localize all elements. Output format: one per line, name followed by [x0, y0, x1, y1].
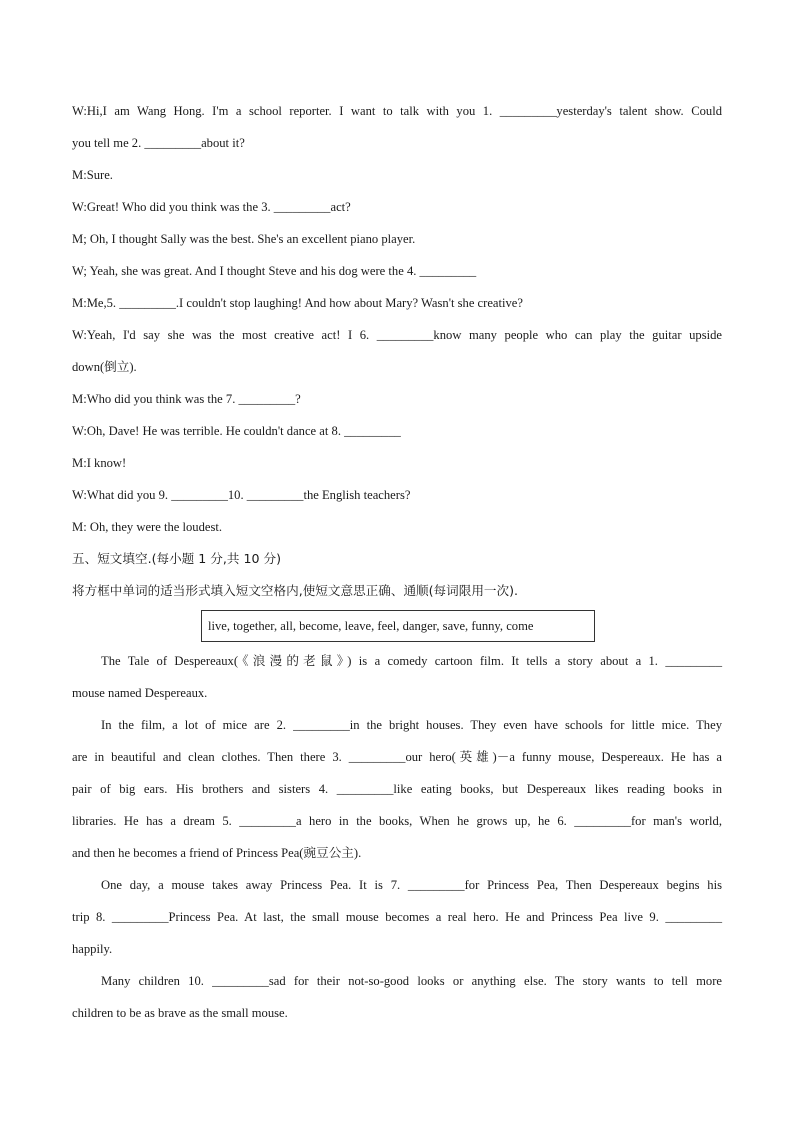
dialogue-line: W:Great! Who did you think was the 3. _________act?	[72, 200, 351, 214]
section-heading: 五、短文填空.(每小题 1 分,共 10 分)	[72, 551, 282, 566]
dialogue-line: W; Yeah, she was great. And I thought Steve and his dog were the 4. _________	[72, 264, 477, 278]
section-instruction: 将方框中单词的适当形式填入短文空格内,使短文意思正确、通顺(每词限用一次).	[72, 583, 519, 598]
word-box: live, together, all, become, leave, feel, danger, save, funny, come	[201, 610, 595, 642]
dialogue-line: M:I know!	[72, 456, 127, 470]
dialogue-line: M:Who did you think was the 7. _________?	[72, 392, 301, 406]
word-box-container	[72, 607, 722, 645]
dialogue-line: W:Yeah, I'd say she was the most creative act! I 6. _________know many people who can play the guitar upside	[72, 328, 722, 342]
passage-line: and then he becomes a friend of Princess Pea(豌豆公主).	[72, 846, 362, 860]
passage-line: Many children 10. _________sad for their not-so-good looks or anything else. The story wants to tell more	[101, 974, 722, 988]
worksheet-page	[72, 95, 722, 1029]
passage-line: are in beautiful and clean clothes. Then there 3. _________our hero(英雄)－a funny mouse, Despereaux. He has a	[72, 750, 722, 764]
passage-line: children to be as brave as the small mouse.	[72, 1006, 288, 1020]
dialogue-line: W:Hi,I am Wang Hong. I'm a school reporter. I want to talk with you 1. _________yesterday's talent show. Could	[72, 104, 722, 118]
passage-line: One day, a mouse takes away Princess Pea. It is 7. _________for Princess Pea, Then Despereaux begins his	[101, 878, 722, 892]
passage-line: mouse named Despereaux.	[72, 686, 208, 700]
dialogue-line: M; Oh, I thought Sally was the best. She's an excellent piano player.	[72, 232, 416, 246]
dialogue-line: W:What did you 9. _________10. _________the English teachers?	[72, 488, 411, 502]
dialogue-section	[72, 95, 722, 543]
passage-line: pair of big ears. His brothers and sisters 4. _________like eating books, but Despereaux likes reading books in	[72, 782, 722, 796]
dialogue-line: M: Oh, they were the loudest.	[72, 520, 223, 534]
passage-section	[72, 645, 722, 1029]
dialogue-line: W:Oh, Dave! He was terrible. He couldn't dance at 8. _________	[72, 424, 401, 438]
dialogue-line: M:Sure.	[72, 168, 113, 182]
dialogue-line: down(倒立).	[72, 360, 137, 374]
passage-line: trip 8. _________Princess Pea. At last, the small mouse becomes a real hero. He and Princess Pea live 9. _________	[72, 910, 722, 924]
passage-line: libraries. He has a dream 5. _________a hero in the books, When he grows up, he 6. _________for man's world,	[72, 814, 722, 828]
dialogue-line: you tell me 2. _________about it?	[72, 136, 245, 150]
passage-line: The Tale of Despereaux(《浪漫的老鼠》) is a comedy cartoon film. It tells a story about a 1. _________	[101, 654, 722, 668]
dialogue-line: M:Me,5. _________.I couldn't stop laughing! And how about Mary? Wasn't she creative?	[72, 296, 523, 310]
passage-line: happily.	[72, 942, 113, 956]
passage-line: In the film, a lot of mice are 2. _________in the bright houses. They even have schools for little mice. They	[101, 718, 722, 732]
